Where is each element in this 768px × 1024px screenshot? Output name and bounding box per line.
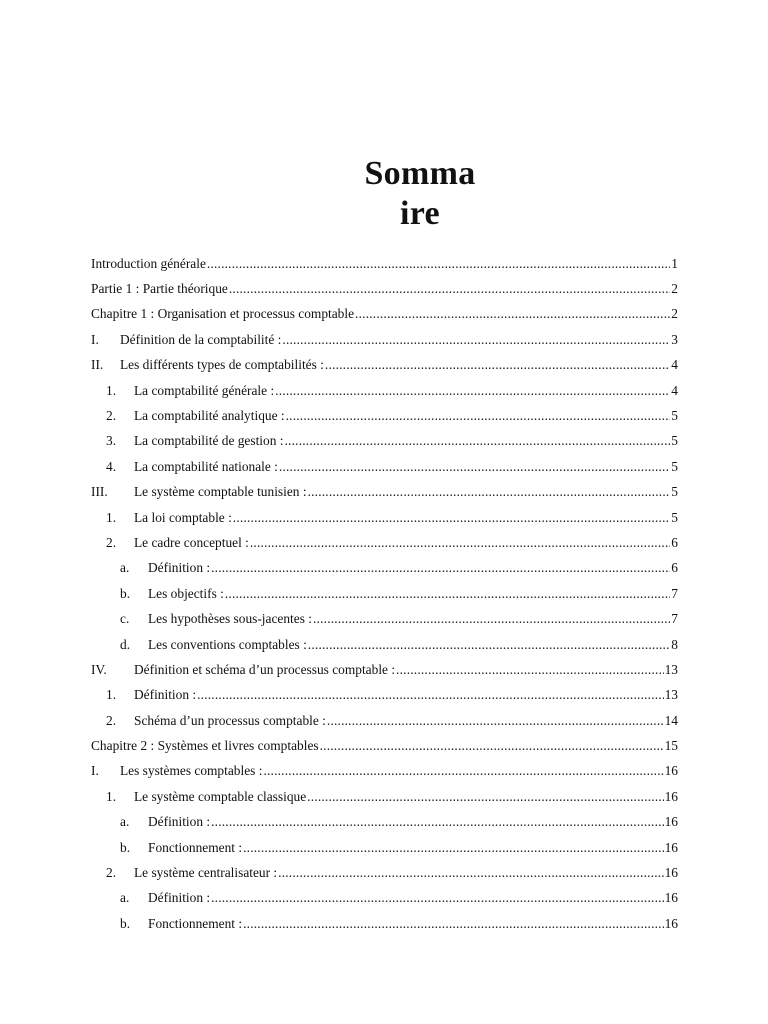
toc-entry-label: Le cadre conceptuel : xyxy=(134,535,249,550)
toc-entry-number: 3. xyxy=(106,433,117,448)
toc-entry-number: 1. xyxy=(106,789,117,804)
toc-entry-number: b. xyxy=(120,916,131,931)
toc-entry-label: Chapitre 2 : Systèmes et livres comptables xyxy=(91,738,319,753)
toc-page-number: 16 xyxy=(664,763,678,778)
toc-entry-number: 2. xyxy=(106,865,117,880)
toc-entry-number: d. xyxy=(120,637,131,652)
toc-leader-dots xyxy=(285,433,671,449)
toc-entry-label: Les systèmes comptables : xyxy=(120,763,263,778)
toc-leader-dots xyxy=(229,281,670,297)
toc-entry-label: La comptabilité de gestion : xyxy=(134,433,284,448)
toc-entry-label: Définition : xyxy=(134,687,197,702)
toc-page-number: 7 xyxy=(671,611,678,626)
toc-page-number: 5 xyxy=(671,408,678,423)
toc-leader-dots xyxy=(286,408,671,424)
toc-page-number: 16 xyxy=(664,814,678,829)
toc-page-number: 4 xyxy=(671,383,678,398)
toc-leader-dots xyxy=(225,586,670,602)
toc-entry-label: Introduction générale xyxy=(91,256,206,271)
toc-entry-label: Les différents types de comptabilités : xyxy=(120,357,324,372)
toc-page-number: 5 xyxy=(671,433,678,448)
toc-entry xyxy=(91,506,678,526)
toc-entry xyxy=(91,836,678,856)
toc-entry xyxy=(91,734,678,754)
toc-page-number: 13 xyxy=(664,687,678,702)
toc-entry xyxy=(91,785,678,805)
toc-page-number: 16 xyxy=(664,865,678,880)
toc-entry xyxy=(91,252,678,272)
toc-entry-label: Les hypothèses sous-jacentes : xyxy=(148,611,312,626)
toc-page-number: 6 xyxy=(671,560,678,575)
toc-leader-dots xyxy=(396,662,664,678)
toc-page-number: 16 xyxy=(664,789,678,804)
toc-page-number: 14 xyxy=(664,713,678,728)
toc-page-number: 3 xyxy=(671,332,678,347)
toc-entry xyxy=(91,912,678,932)
toc-entry xyxy=(91,556,678,576)
toc-entry-label: Fonctionnement : xyxy=(148,840,243,855)
toc-entry-label: Chapitre 1 : Organisation et processus comptable xyxy=(91,306,355,321)
toc-leader-dots xyxy=(308,484,671,500)
toc-entry xyxy=(91,633,678,653)
page-title-line-1: Somma xyxy=(364,155,476,192)
toc-leader-dots xyxy=(211,560,670,576)
page-title-line-2: ire xyxy=(400,195,440,232)
toc-entry-label: Définition de la comptabilité : xyxy=(120,332,282,347)
toc-entry xyxy=(91,302,678,322)
toc-page-number: 5 xyxy=(671,484,678,499)
toc-entry xyxy=(91,607,678,627)
toc-entry xyxy=(91,328,678,348)
toc-leader-dots xyxy=(263,763,663,779)
toc-page-number: 5 xyxy=(671,510,678,525)
toc-entry-number: a. xyxy=(120,814,130,829)
toc-page-number: 6 xyxy=(671,535,678,550)
toc-entry-number: 4. xyxy=(106,459,117,474)
toc-leader-dots xyxy=(250,535,670,551)
toc-page-number: 7 xyxy=(671,586,678,601)
toc-page-number: 16 xyxy=(664,916,678,931)
toc-entry-label: La comptabilité générale : xyxy=(134,383,275,398)
toc-leader-dots xyxy=(308,637,671,653)
toc-page-number: 2 xyxy=(671,306,678,321)
toc-entry xyxy=(91,429,678,449)
toc-page-number: 16 xyxy=(664,890,678,905)
toc-entry xyxy=(91,683,678,703)
toc-entry-number: I. xyxy=(91,332,99,347)
toc-entry-number: c. xyxy=(120,611,130,626)
toc-leader-dots xyxy=(211,814,664,830)
toc-entry-label: Partie 1 : Partie théorique xyxy=(91,281,228,296)
toc-entry xyxy=(91,480,678,500)
toc-leader-dots xyxy=(282,332,670,348)
toc-entry-label: Définition et schéma d’un processus comptable : xyxy=(134,662,396,677)
toc-page-number: 16 xyxy=(664,840,678,855)
toc-page-number: 4 xyxy=(671,357,678,372)
toc-entry-number: b. xyxy=(120,586,131,601)
toc-entry-label: Les objectifs : xyxy=(148,586,224,601)
toc-entry-number: b. xyxy=(120,840,131,855)
toc-entry xyxy=(91,277,678,297)
toc-entry-number: 1. xyxy=(106,687,117,702)
toc-entry xyxy=(91,353,678,373)
toc-leader-dots xyxy=(279,459,670,475)
toc-entry xyxy=(91,582,678,602)
toc-entry-label: Définition : xyxy=(148,814,211,829)
toc-leader-dots xyxy=(307,789,663,805)
toc-leader-dots xyxy=(197,687,664,703)
toc-entry xyxy=(91,861,678,881)
toc-entry-number: 2. xyxy=(106,713,117,728)
toc-entry xyxy=(91,404,678,424)
toc-entry-label: Schéma d’un processus comptable : xyxy=(134,713,326,728)
toc-entry-label: Le système centralisateur : xyxy=(134,865,278,880)
toc-entry-number: 2. xyxy=(106,408,117,423)
toc-entry-number: III. xyxy=(91,484,108,499)
toc-entry-label: Le système comptable classique xyxy=(134,789,307,804)
toc-leader-dots xyxy=(233,510,671,526)
toc-entry xyxy=(91,379,678,399)
toc-entry-label: Définition : xyxy=(148,890,211,905)
toc-entry-label: Les conventions comptables : xyxy=(148,637,307,652)
toc-entry xyxy=(91,658,678,678)
toc-entry-number: 2. xyxy=(106,535,117,550)
toc-entry xyxy=(91,810,678,830)
toc-entry xyxy=(91,886,678,906)
toc-entry-number: a. xyxy=(120,890,130,905)
toc-page-number: 8 xyxy=(671,637,678,652)
toc-entry xyxy=(91,759,678,779)
toc-leader-dots xyxy=(327,713,664,729)
toc-entry-label: La comptabilité analytique : xyxy=(134,408,285,423)
toc-leader-dots xyxy=(278,865,663,881)
toc-leader-dots xyxy=(320,738,664,754)
toc-page-number: 13 xyxy=(664,662,678,677)
toc-entry-number: IV. xyxy=(91,662,107,677)
toc-leader-dots xyxy=(207,256,670,272)
toc-leader-dots xyxy=(275,383,670,399)
toc-entry xyxy=(91,531,678,551)
toc-entry-number: 1. xyxy=(106,383,117,398)
toc-page-number: 1 xyxy=(671,256,678,271)
toc-leader-dots xyxy=(325,357,670,373)
toc-entry-number: a. xyxy=(120,560,130,575)
toc-entry-label: Le système comptable tunisien : xyxy=(134,484,307,499)
toc-entry-label: La loi comptable : xyxy=(134,510,232,525)
toc-leader-dots xyxy=(313,611,670,627)
toc-leader-dots xyxy=(243,840,664,856)
toc-page-number: 15 xyxy=(664,738,678,753)
toc-entry-number: II. xyxy=(91,357,104,372)
toc-entry-label: La comptabilité nationale : xyxy=(134,459,278,474)
toc-page-number: 5 xyxy=(671,459,678,474)
toc-leader-dots xyxy=(243,916,664,932)
toc-page-number: 2 xyxy=(671,281,678,296)
toc-entry-label: Définition : xyxy=(148,560,211,575)
toc-entry xyxy=(91,455,678,475)
toc-leader-dots xyxy=(211,890,664,906)
toc-leader-dots xyxy=(355,306,670,322)
toc-entry-label: Fonctionnement : xyxy=(148,916,243,931)
toc-entry-number: 1. xyxy=(106,510,117,525)
page-title xyxy=(340,154,500,234)
toc-entry xyxy=(91,709,678,729)
toc-entry-number: I. xyxy=(91,763,99,778)
